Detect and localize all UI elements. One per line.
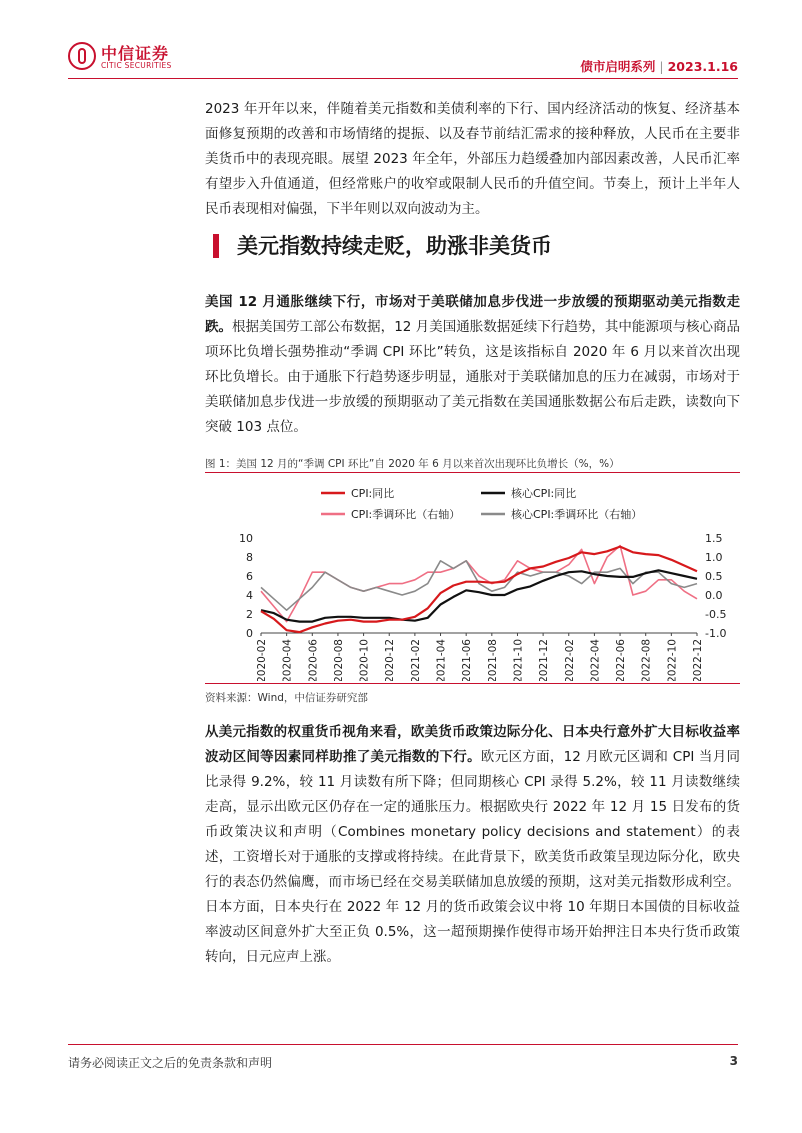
x-tick-label: 2021-06 [461, 639, 474, 681]
series-line [261, 570, 697, 621]
x-tick-label: 2022-12 [692, 639, 704, 681]
figure-title: 图 1：美国 12 月的“季调 CPI 环比”自 2020 年 6 月以来首次出现环比负增长（%，%） [205, 458, 620, 470]
section-title: 美元指数持续走贬，助涨非美货币 [237, 234, 552, 258]
series-name: 债市启明系列 [580, 59, 656, 74]
legend-label: 核心CPI:同比 [511, 487, 577, 500]
figure-top-rule [205, 472, 740, 473]
x-tick-label: 2021-12 [538, 639, 551, 681]
header-divider [68, 78, 738, 79]
left-tick-label: 10 [239, 532, 253, 545]
x-tick-label: 2022-06 [615, 639, 628, 681]
paragraph-lead: 从美元指数的权重货币视角来看，欧美货币政策边际分化、日本央行意外扩大目标收益率波动区间等因素同样助推了美元指数的下行。 [205, 724, 740, 765]
citic-logo-icon [68, 42, 96, 70]
footer-divider [68, 1044, 738, 1045]
right-tick-label: 0.5 [705, 570, 723, 583]
series-line [261, 561, 697, 610]
figure-source: 资料来源：Wind，中信证券研究部 [205, 692, 368, 704]
legend-label: CPI:季调环比（右轴） [351, 508, 461, 521]
legend-label: 核心CPI:季调环比（右轴） [511, 508, 643, 521]
right-tick-label: 1.5 [705, 532, 723, 545]
chart-legend [321, 486, 642, 521]
citic-logo [68, 40, 198, 76]
left-tick-label: 0 [246, 627, 253, 640]
figure-bottom-rule [205, 683, 740, 684]
x-tick-label: 2022-10 [666, 639, 679, 681]
left-tick-label: 8 [246, 551, 253, 564]
paragraph-body: 欧元区方面，12 月欧元区调和 CPI 当月同比录得 9.2%，较 11 月读数有所下降；但同期核心 CPI 录得 5.2%，较 11 月读数继续走高，显示出欧元区仍存在一定的通胀压力。根据欧央行 2022 年 12 月 15 日发布的货币政策决议和声明（Combines monetary policy decisions and statement）的表述，工资增长对于通胀的支撑或将持续。在此背景下，欧美货币政策呈现边际分化，欧央行的表态仍然偏鹰，而市场已经在交易美联储加息放缓的预期，这对美元指数形成利空。日本方面，日本央行在 2022 年 12 月的货币政策会议中将 10 年期日本国债的目标收益率波动区间意外扩大至正负 0.5%，这一超预期操作使得市场开始押注日本央行货币政策转向，日元应声上涨。 [205, 749, 740, 965]
x-tick-label: 2021-02 [409, 639, 422, 681]
chart-series [261, 546, 697, 633]
x-tick-label: 2022-02 [563, 639, 576, 681]
x-tick-label: 2020-06 [307, 639, 320, 681]
intro-paragraph: 2023 年开年以来，伴随着美元指数和美债利率的下行、国内经济活动的恢复、经济基本面修复预期的改善和市场情绪的提振、以及春节前结汇需求的接种释放，人民币在主要非美货币中的表现亮眼。展望 2023 年全年，外部压力趋缓叠加内部因素改善，人民币汇率有望步入升值通道，但经常账户的收窄或限制人民币的升值空间。节奏上，预计上半年人民币表现相对偏强，下半年则以双向波动为主。 [205, 101, 740, 217]
chart-canvas [205, 476, 740, 681]
left-tick-label: 4 [246, 589, 253, 602]
report-date: 2023.1.16 [667, 59, 738, 74]
x-tick-label: 2020-10 [358, 639, 371, 681]
page-number: 3 [729, 1054, 738, 1068]
report-series [580, 57, 738, 75]
right-tick-label: -1.0 [705, 627, 727, 640]
paragraph-body: 根据美国劳工部公布数据，12 月美国通胀数据延续下行趋势，其中能源项与核心商品项环比负增长强势推动“季调 CPI 环比”转负，这是该指标自 2020 年 6 月以来首次出现环比负增长。由于通胀下行趋势逐步明显，通胀对于美联储加息的压力在减弱，市场对于美联储加息步伐进一步放缓的预期驱动了美元指数在美国通胀数据公布后走跌，读数向下突破 103 点位。 [205, 319, 741, 435]
x-tick-label: 2021-10 [512, 639, 525, 681]
header-separator: | [659, 59, 664, 74]
x-tick-label: 2020-04 [281, 639, 294, 681]
paragraph-lead: 美国 12 月通胀继续下行，市场对于美联储加息步伐进一步放缓的预期驱动美元指数走跌。 [205, 294, 740, 335]
right-tick-label: -0.5 [705, 608, 727, 621]
x-tick-label: 2020-12 [384, 639, 397, 681]
logo-chinese-name: 中信证券 [101, 44, 170, 63]
footer-disclaimer: 请务必阅读正文之后的免责条款和声明 [68, 1056, 273, 1070]
x-tick-label: 2022-04 [589, 639, 602, 681]
paragraph-us-inflation [205, 290, 740, 440]
right-tick-label: 1.0 [705, 551, 723, 564]
cpi-line-chart [205, 476, 740, 681]
paragraph-currency-weights [205, 720, 740, 970]
x-tick-label: 2020-08 [332, 639, 345, 681]
section-marker [213, 234, 219, 258]
x-tick-label: 2022-08 [640, 639, 653, 681]
page-header [68, 40, 738, 78]
x-tick-label: 2021-08 [486, 639, 499, 681]
left-tick-label: 6 [246, 570, 253, 583]
right-tick-label: 0.0 [705, 589, 723, 602]
left-tick-label: 2 [246, 608, 253, 621]
x-tick-label: 2021-04 [435, 639, 448, 681]
logo-english-name: CITIC SECURITIES [101, 61, 172, 70]
x-tick-label: 2020-02 [256, 639, 268, 681]
legend-label: CPI:同比 [351, 487, 395, 500]
